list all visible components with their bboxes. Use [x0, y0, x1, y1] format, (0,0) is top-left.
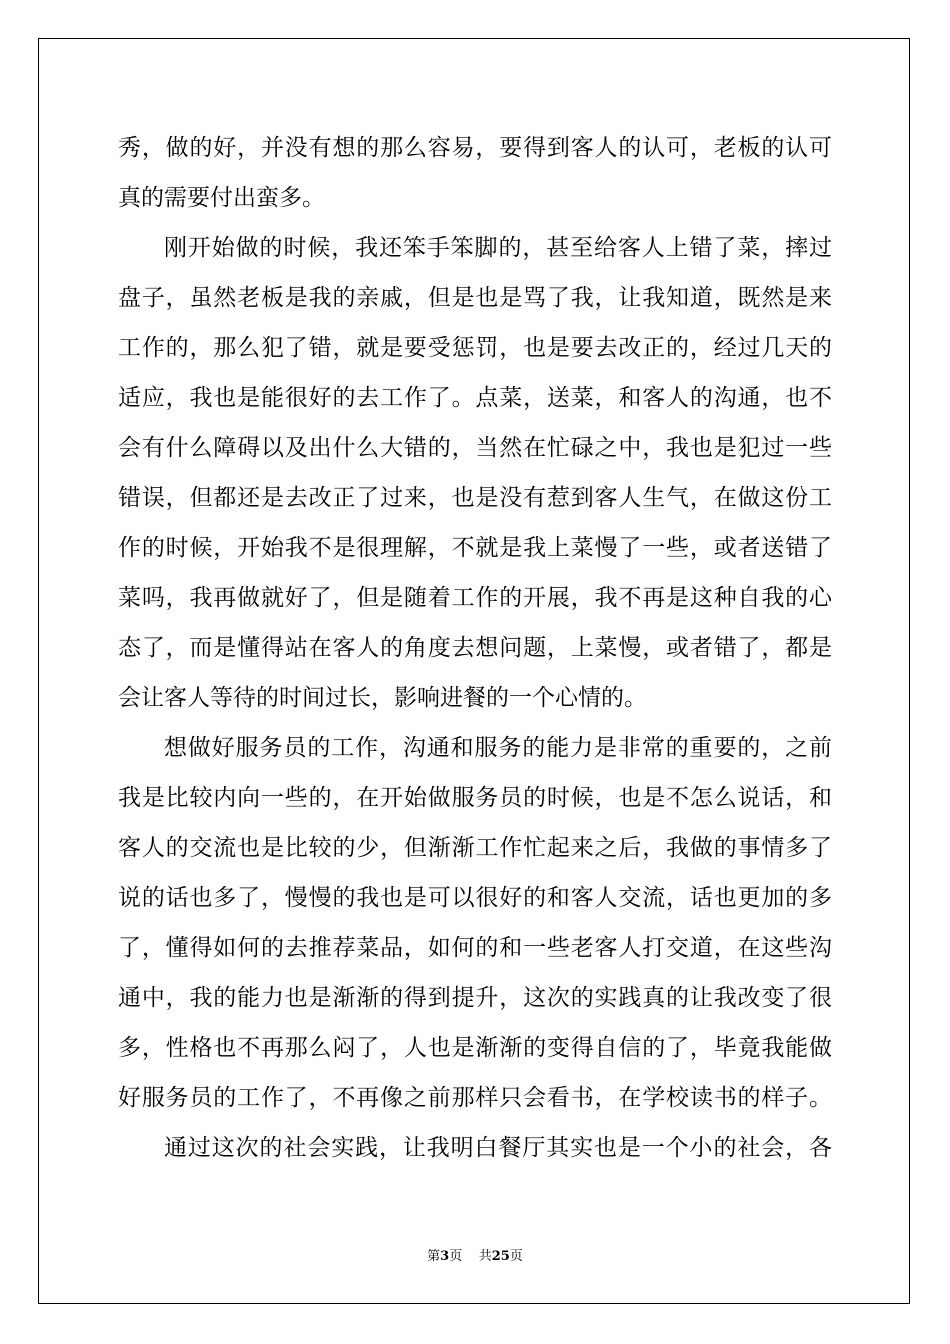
paragraph-line: 我是比较内向一些的，在开始做服务员的时候，也是不怎么说话，和: [118, 785, 832, 811]
paragraph-line: 工作的，那么犯了错，就是要受惩罚，也是要去改正的，经过几天的: [118, 335, 832, 361]
paragraph-line: 态了，而是懂得站在客人的角度去想问题，上菜慢，或者错了，都是: [118, 635, 832, 661]
footer-total-unit: 页: [509, 1249, 523, 1264]
paragraph-line: 通中，我的能力也是渐渐的得到提升，这次的实践真的让我改变了很: [118, 985, 832, 1011]
paragraph-line: 多，性格也不再那么闷了，人也是渐渐的变得自信的了，毕竟我能做: [118, 1035, 832, 1061]
footer-total-prefix: 共: [478, 1249, 492, 1264]
paragraph-line: 了，懂得如何的去推荐菜品，如何的和一些老客人打交道，在这些沟: [118, 935, 832, 961]
footer-total-pages: 25: [491, 1249, 510, 1264]
paragraph-line: 作的时候，开始我不是很理解，不就是我上菜慢了一些，或者送错了: [118, 535, 832, 561]
footer-page-prefix: 第: [427, 1249, 441, 1264]
paragraph-line: 真的需要付出蛮多。: [118, 185, 325, 211]
paragraph-line: 说的话也多了，慢慢的我也是可以很好的和客人交流，话也更加的多: [118, 885, 832, 911]
paragraph-line: 错误，但都还是去改正了过来，也是没有惹到客人生气，在做这份工: [118, 485, 832, 511]
paragraph-line: 会让客人等待的时间过长，影响进餐的一个心情的。: [118, 685, 647, 711]
paragraph-line: 菜吗，我再做就好了，但是随着工作的开展，我不再是这种自我的心: [118, 585, 832, 611]
page-border: [38, 38, 910, 1304]
paragraph-first-line: 想做好服务员的工作，沟通和服务的能力是非常的重要的，之前: [164, 735, 832, 761]
paragraph-line: 会有什么障碍以及出什么大错的，当然在忙碌之中，我也是犯过一些: [118, 435, 832, 461]
paragraph-line: 好服务员的工作了，不再像之前那样只会看书，在学校读书的样子。: [118, 1085, 832, 1111]
footer-page-unit: 页: [449, 1249, 463, 1264]
paragraph-first-line: 刚开始做的时候，我还笨手笨脚的，甚至给客人上错了菜，摔过: [164, 235, 832, 261]
paragraph-line: 盘子，虽然老板是我的亲戚，但是也是骂了我，让我知道，既然是来: [118, 285, 832, 311]
page-footer: [0, 1248, 950, 1266]
paragraph-line: 客人的交流也是比较的少，但渐渐工作忙起来之后，我做的事情多了: [118, 835, 832, 861]
paragraph-line: 适应，我也是能很好的去工作了。点菜，送菜，和客人的沟通，也不: [118, 385, 832, 411]
footer-current-page: 3: [440, 1249, 450, 1264]
paragraph-line: 秀，做的好，并没有想的那么容易，要得到客人的认可，老板的认可: [118, 135, 832, 161]
paragraph-first-line: 通过这次的社会实践，让我明白餐厅其实也是一个小的社会，各: [164, 1135, 832, 1161]
